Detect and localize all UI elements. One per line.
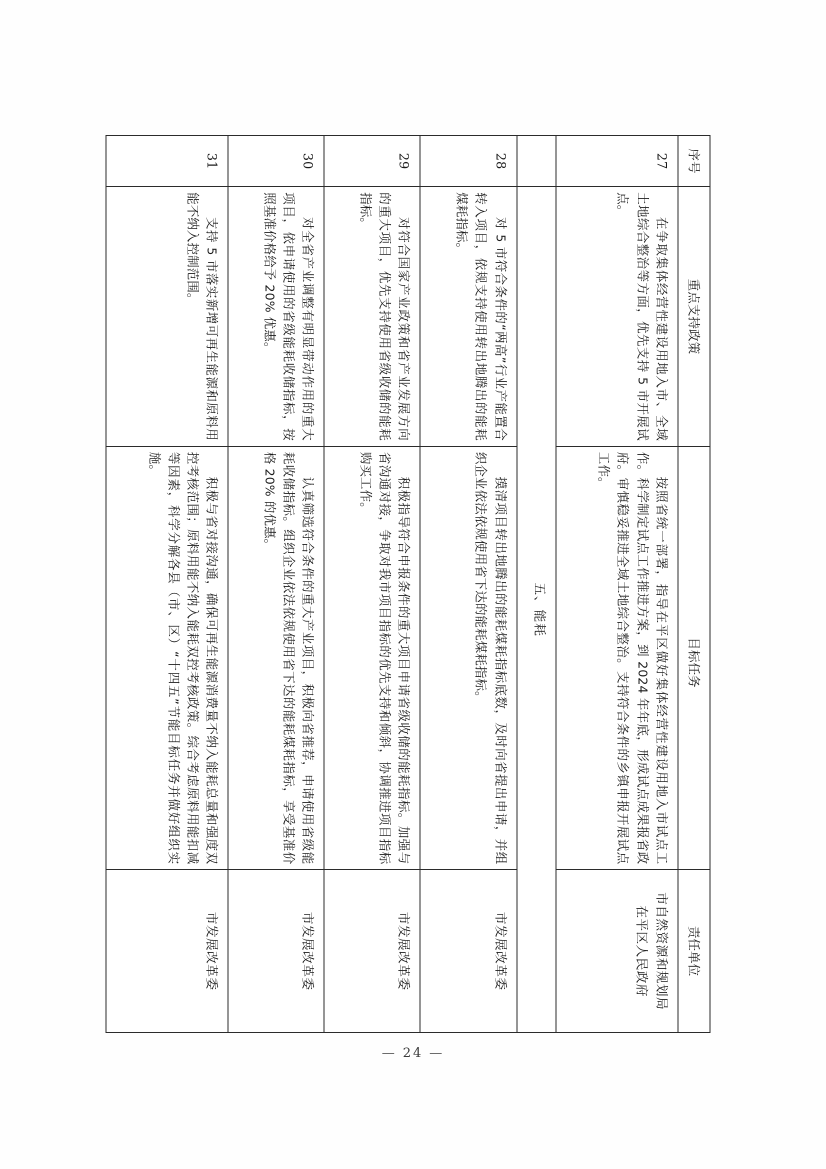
row-unit-cell bbox=[228, 870, 324, 1033]
table-row bbox=[555, 136, 677, 1033]
page-number-value: 24 bbox=[402, 1046, 424, 1061]
unit-line: 在平区人民政府 bbox=[634, 905, 650, 997]
row-policy-cell: 在争取集体经营性建设用地入市、全域土地综合整治等方面，优先支持 5 市开展试点。 bbox=[555, 187, 677, 447]
section-seq-blank bbox=[516, 136, 555, 187]
row-policy-cell: 支持 5 市落实新增可再生能源和原料用能不纳入控制范围。 bbox=[106, 187, 228, 447]
column-header-policy: 重点支持政策 bbox=[677, 187, 709, 447]
page-number-dash-right: — bbox=[429, 1046, 445, 1061]
row-policy-cell: 对全省产业调整有明显带动作用的重大项目，依申请使用的省级能耗收储指标，按照基准价格给予 20% 优惠。 bbox=[228, 187, 324, 447]
section-divider-row bbox=[516, 136, 555, 1033]
row-task-cell: 摸清项目转出地腾出的能耗煤耗指标底数，及时向省提出申请，并组织企业依法依规使用省下达的能耗煤耗指标。 bbox=[420, 446, 516, 869]
row-task-cell: 积极指导符合申报条件的重大项目申请省级收储的能耗指标。加强与省沟通对接，争取对我市项目指标的优先支持和倾斜，协调推进项目指标购买工作。 bbox=[324, 446, 420, 869]
section-header-cell bbox=[516, 187, 555, 1033]
section-label: 五、能耗 bbox=[531, 582, 547, 637]
row-unit-cell bbox=[555, 870, 677, 1033]
table-row bbox=[106, 136, 228, 1033]
row-task-cell: 认真筛选符合条件的重大产业项目，积极向省推荐，申请使用省级能耗收储指标。组织企业依法依规使用省下达的能耗煤耗指标，享受基准价格 20% 的优惠。 bbox=[228, 446, 324, 869]
row-policy-cell: 对 5 市符合条件的“两高”行业产能置合转入项目，依规支持使用转出地腾出的能耗煤耗指标。 bbox=[420, 187, 516, 447]
table-row bbox=[228, 136, 324, 1033]
row-unit-cell bbox=[324, 870, 420, 1033]
rotated-table-wrapper bbox=[105, 135, 710, 1033]
row-unit-cell bbox=[106, 870, 228, 1033]
table-header bbox=[677, 136, 709, 1033]
row-sequence-number: 30 bbox=[228, 136, 324, 187]
policy-task-table bbox=[105, 135, 710, 1033]
row-task-cell: 积极与省对接沟通，确保可再生能源消费量不纳入能耗总量和强度双控考核范围；原料用能不纳入能耗双控考核政策。综合考虑原料用能扣减等因素，科学分解各县（市、区）“十四五”节能目标任务并做好组织实施。 bbox=[106, 446, 228, 869]
row-sequence-number: 28 bbox=[420, 136, 516, 187]
unit-line: 市发展改革委 bbox=[492, 911, 508, 991]
column-header-sequence: 序号 bbox=[677, 136, 709, 187]
unit-line: 市发展改革委 bbox=[300, 911, 316, 991]
row-policy-cell: 对符合国家产业政策和省产业发展方向的重大项目，优先支持使用省级收储的能耗指标。 bbox=[324, 187, 420, 447]
unit-line: 市自然资源和规划局 bbox=[653, 892, 669, 1011]
unit-line: 市发展改革委 bbox=[396, 911, 412, 991]
column-header-task: 目标任务 bbox=[677, 446, 709, 869]
page-number-dash-left: — bbox=[381, 1046, 397, 1061]
row-sequence-number: 31 bbox=[106, 136, 228, 187]
unit-line: 市发展改革委 bbox=[204, 911, 220, 991]
row-sequence-number: 27 bbox=[555, 136, 677, 187]
column-header-unit: 责任单位 bbox=[677, 870, 709, 1033]
row-sequence-number: 29 bbox=[324, 136, 420, 187]
table-body bbox=[106, 136, 678, 1033]
row-unit-cell bbox=[420, 870, 516, 1033]
table-row bbox=[324, 136, 420, 1033]
row-task-cell: 按照省统一部署，指导在平区做好集体经营性建设用地入市试点工作。科学制定试点工作推进方案，到 2024 年年底，形成试点成果报省政府。审慎稳妥推进全域土地综合整治。支持符合条件的乡镇申报开展试点工作。 bbox=[555, 446, 677, 869]
table-row bbox=[420, 136, 516, 1033]
page-number bbox=[0, 1046, 826, 1061]
table-header-row bbox=[677, 136, 709, 1033]
